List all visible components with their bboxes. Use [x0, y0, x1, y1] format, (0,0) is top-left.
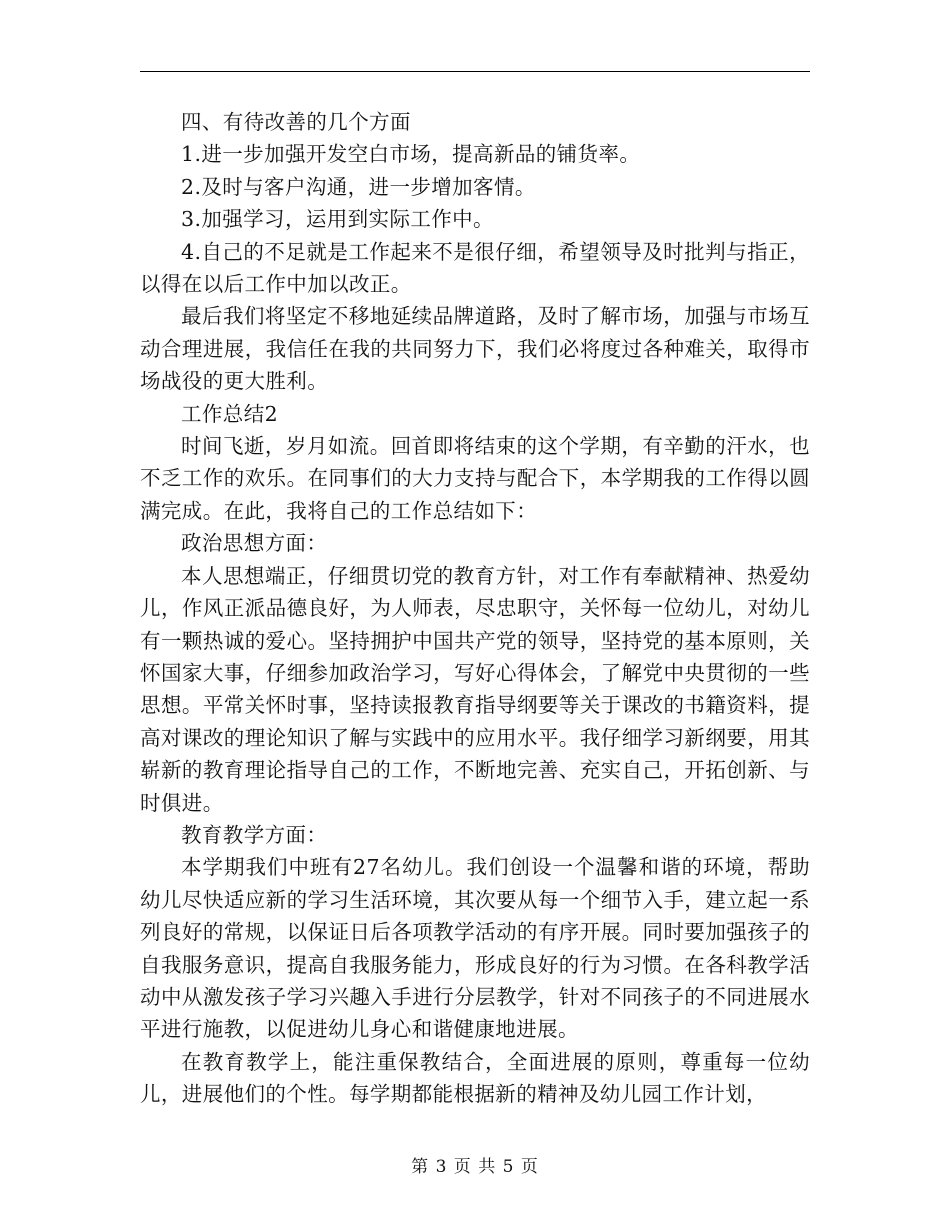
section-heading-improvements: 四、有待改善的几个方面: [181, 110, 411, 134]
closing-paragraph: 最后我们将坚定不移地延续品牌道路，及时了解市场，加强与市场互动合理进展，我信任在我的共同努力下，我们必将度过各种难关，取得市场战役的更大胜利。: [140, 304, 810, 394]
section-title-work-summary-2: 工作总结2: [181, 401, 279, 426]
list-item-1: 1.进一步加强开发空白市场，提高新品的铺货率。: [181, 142, 641, 167]
political-thought-paragraph: 本人思想端正，仔细贯切党的教育方针，对工作有奉献精神、热爱幼儿，作风正派品德良好，为人师表，尽忠职守，关怀每一位幼儿，对幼儿有一颗热诚的爱心。坚持拥护中国共产党的领导，坚持党的基本原则，关怀国家大事，仔细参加政治学习，写好心得体会，了解党中央贯彻的一些思想。平常关怀时事，坚持读报教育指导纲要等关于课改的书籍资料，提高对课改的理论知识了解与实践中的应用水平。我仔细学习新纲要，用其崭新的教育理论指导自己的工作，不断地完善、充实自己，开拓创新、与时俱进。: [140, 563, 810, 815]
subheading-education-teaching: 教育教学方面：: [181, 822, 328, 847]
document-body: [140, 106, 810, 1111]
list-item-3: 3.加强学习，运用到实际工作中。: [181, 207, 494, 232]
page-number-footer: 第 3 页 共 5 页: [411, 1157, 539, 1177]
list-item-4: 4.自己的不足就是工作起来不是很仔细，希望领导及时批判与指正，以得在以后工作中加以改正。: [140, 239, 810, 297]
education-paragraph-1: 本学期我们中班有27名幼儿。我们创设一个温馨和谐的环境，帮助幼儿尽快适应新的学习生活环境，其次要从每一个细节入手，建立起一系列良好的常规，以保证日后各项教学活动的有序开展。同时要加强孩子的自我服务意识，提高自我服务能力，形成良好的行为习惯。在各科教学活动中从激发孩子学习兴趣入手进行分层教学，针对不同孩子的不同进展水平进行施教，以促进幼儿身心和谐健康地进展。: [140, 855, 810, 1042]
subheading-political-thought: 政治思想方面：: [181, 531, 328, 556]
intro-paragraph: 时间飞逝，岁月如流。回首即将结束的这个学期，有辛勤的汗水，也不乏工作的欢乐。在同事们的大力支持与配合下，本学期我的工作得以圆满完成。在此，我将自己的工作总结如下：: [140, 434, 810, 523]
education-paragraph-2: 在教育教学上，能注重保教结合，全面进展的原则，尊重每一位幼儿，进展他们的个性。每学期都能根据新的精神及幼儿园工作计划，: [140, 1049, 810, 1107]
list-item-2: 2.及时与客户沟通，进一步增加客情。: [181, 174, 536, 199]
header-rule: [140, 71, 810, 72]
